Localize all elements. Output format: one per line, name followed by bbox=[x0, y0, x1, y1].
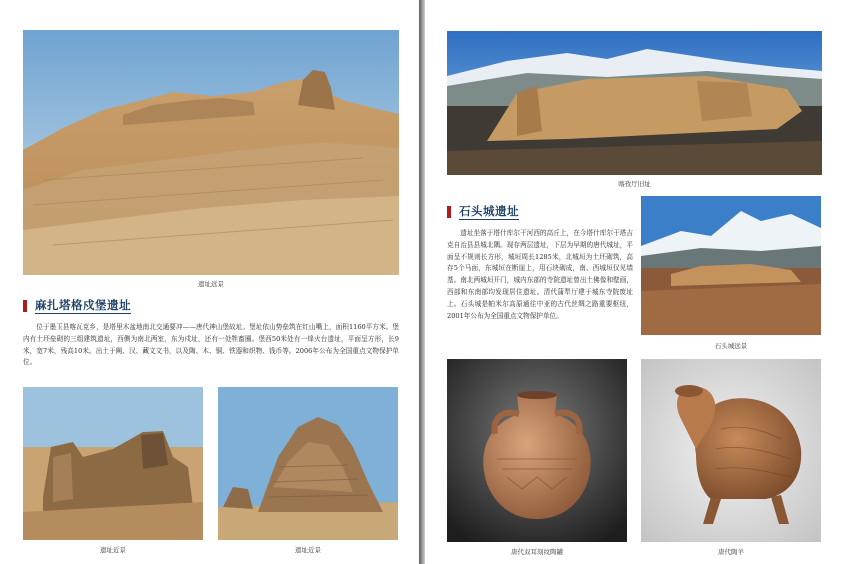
heading-accent-bar bbox=[23, 300, 27, 312]
section-body-text: 位于墨玉县喀瓦克乡，是塔里木盆地南北交通要冲——唐代神山堡故址。堡址依山势垒筑在红山嘴上，面积1160平方米。堡内有土坯垒砌的三组建筑遗址，西侧为南北两室，东为戍址，还有一处牲畜圈。堡西50米处有一烽火台遗址，平面呈方形，长9米，宽7米，残高10米。出土于阗、汉、藏文文书，以及陶、木、铜、铁器和织物、钱币等。2006年公布为全国重点文物保护单位。 bbox=[23, 323, 399, 367]
section-title: 麻扎塔格戍堡遗址 bbox=[35, 297, 131, 312]
section-heading-stone-city bbox=[447, 205, 519, 219]
pottery-jar-photo bbox=[447, 359, 627, 542]
bottom-left-photo-caption: 遗址近景 bbox=[100, 546, 126, 554]
right-page bbox=[425, 0, 843, 564]
top-photo-caption: 遗址远景 bbox=[198, 280, 224, 288]
fortress-distant-view-photo bbox=[23, 30, 399, 275]
fortress-close-view-photo-2 bbox=[218, 387, 398, 540]
bottom-right-photo-caption: 遗址近景 bbox=[295, 546, 321, 554]
section-heading-mazatag bbox=[23, 299, 131, 313]
pottery-sheep-caption: 唐代陶羊 bbox=[718, 548, 744, 556]
pottery-sheep-photo bbox=[641, 359, 821, 542]
stone-city-distant-view-photo bbox=[641, 196, 821, 335]
kazi-hall-site-photo bbox=[447, 31, 822, 175]
pottery-jar-caption: 唐代双耳刻纹陶罐 bbox=[511, 548, 563, 556]
section-body-text: 遗址坐落于塔什库尔干河西的高丘上，在今塔什库尔干塔吉克自治县县城北隅。现存两层遗址，下层为早期的唐代城址，平面呈不规则长方形，城垣周长1285米，北城垣为土坯砌筑，高存5个马面，东城垣在断崖上，用石块砌成，南、西城垣仅见墙基。南北两城垣开门，城内东部的寺院遗址曾出土佛像和壁画，西部和东南部均发现居住遗址。清代蒲犁厅建于城东寺院废址上。石头城是帕米尔高原通往中亚的古代丝绸之路重要枢纽，2001年公布为全国重点文物保护单位。 bbox=[447, 229, 633, 320]
side-photo-caption: 石头城远景 bbox=[714, 342, 748, 350]
fortress-close-view-photo-1 bbox=[23, 387, 203, 540]
top-photo-caption: 喀孜厅旧址 bbox=[618, 180, 651, 188]
left-page bbox=[0, 0, 419, 564]
section-title: 石头城遗址 bbox=[459, 203, 519, 218]
heading-accent-bar bbox=[447, 206, 451, 218]
